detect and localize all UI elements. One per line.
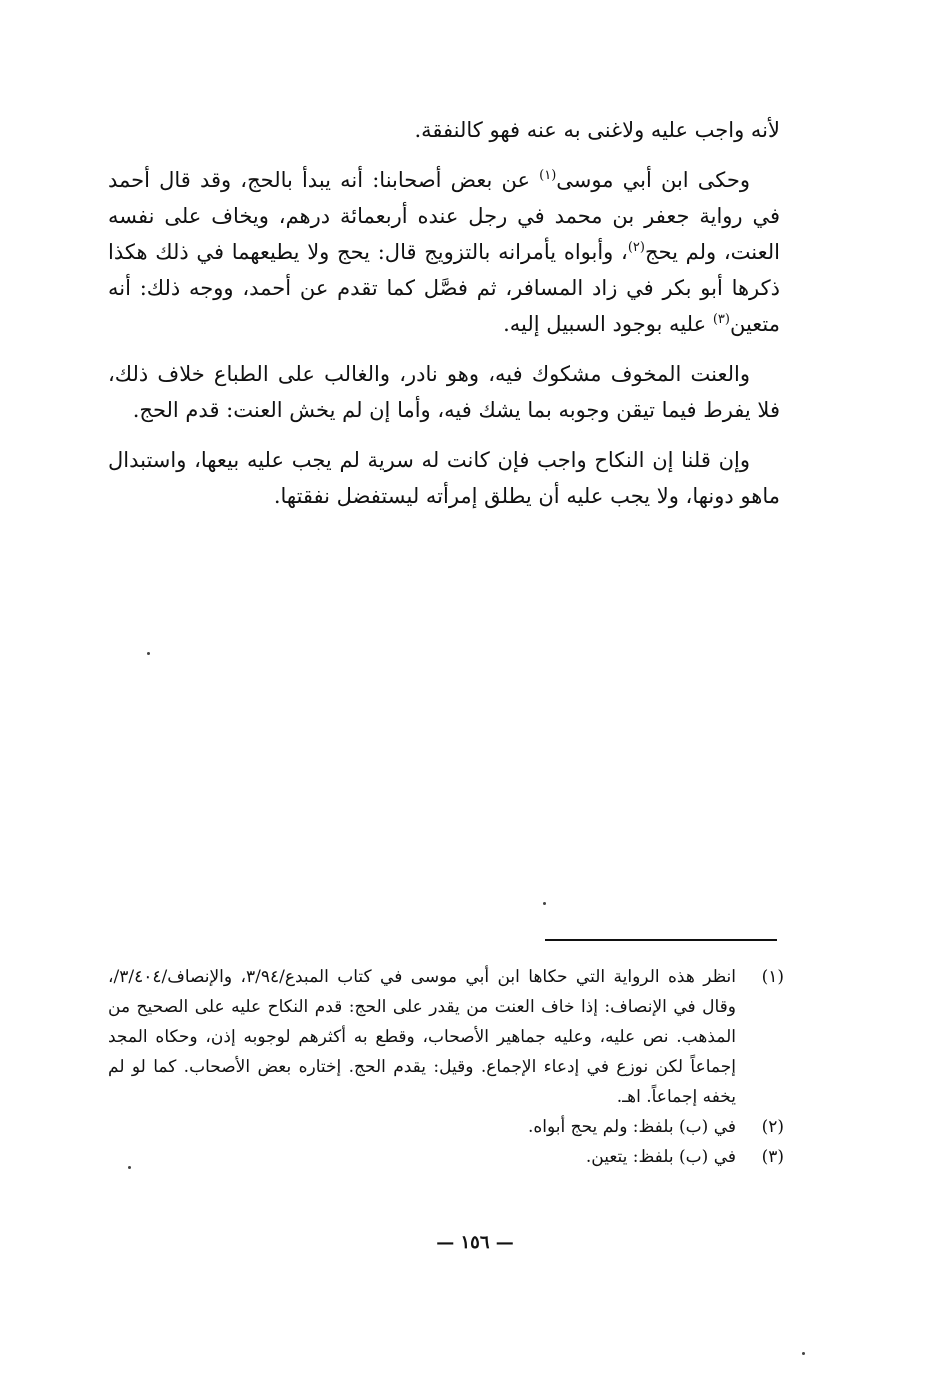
footnote — [108, 1112, 784, 1142]
footnote-reference: (٣) — [712, 312, 730, 327]
paragraph-text: عليه بوجود السبيل إليه. — [503, 312, 713, 336]
paragraph-text: والعنت المخوف مشكوك فيه، وهو نادر، والغالب على الطباع خلاف ذلك، فلا يفرط فيما تيقن وجوبه بما يشك فيه، وأما إن لم يخش العنت: قدم الحج. — [108, 362, 780, 422]
footnote-text: في (ب) بلفظ: ولم يحج أبواه. — [527, 1117, 736, 1137]
scan-speck — [802, 1352, 805, 1355]
paragraph-text: لأنه واجب عليه ولاغنى به عنه فهو كالنفقة. — [414, 118, 780, 142]
paragraph-text: عن بعض أصحابنا: أنه يبدأ بالحج، وقد قال أحمد في رواية جعفر بن محمد في رجل عنده أربعمائة درهم، ويخاف على نفسه العنت، ولم يحج — [108, 168, 780, 264]
footnote — [108, 1142, 784, 1172]
paragraph — [108, 442, 780, 514]
scan-speck — [543, 902, 546, 905]
footnote-text: في (ب) بلفظ: يتعين. — [585, 1147, 736, 1167]
paragraph — [108, 356, 780, 428]
footnote-number: (١) — [761, 967, 784, 987]
paragraph-text: وحكى ابن أبي موسى — [556, 168, 750, 192]
footnote-reference: (١) — [539, 168, 557, 183]
footnote-reference: (٢) — [627, 240, 645, 255]
paragraph — [108, 162, 780, 342]
paragraph-text: ، وأبواه يأمرانه بالتزويج قال: يحج ولا يطيعهما في ذلك هكذا ذكرها أبو بكر في زاد المسافر، ثم فصَّل كما تقدم عن أحمد، ووجه ذلك: أنه متعين — [108, 240, 780, 336]
paragraph-text: وإن قلنا إن النكاح واجب فإن كانت له سرية لم يجب عليه بيعها، واستبدال ماهو دونها، ولا يجب عليه أن يطلق إمرأته ليستفضل نفقتها. — [108, 448, 780, 508]
footnote-divider — [545, 939, 777, 941]
page-number: — ١٥٦ — — [436, 1232, 514, 1253]
main-text-body — [108, 112, 780, 528]
paragraph — [108, 112, 780, 148]
scan-speck — [128, 1166, 131, 1169]
footnote-text: انظر هذه الرواية التي حكاها ابن أبي موسى في كتاب المبدع/٣/٩٤، والإنصاف/٣/٤٠٤/، وقال في الإنصاف: إذا خاف العنت من يقدر على الحج: قدم النكاح عليه على الصحيح من المذهب. نص عليه، وعليه جماهير الأصحاب، وقطع به أكثرهم لوجوبه إذن، وحكاه المجد إجماعاً لكن نوزع في إدعاء الإجماع. وقيل: يقدم الحج. إختاره بعض الأصحاب. كما لو لم يخفه إجماعاً. اهـ. — [108, 967, 736, 1107]
footnote — [108, 962, 784, 1112]
scan-speck — [147, 652, 150, 655]
footnotes-section — [108, 962, 784, 1172]
footnote-number: (٢) — [761, 1117, 784, 1137]
footnote-number: (٣) — [761, 1147, 784, 1167]
